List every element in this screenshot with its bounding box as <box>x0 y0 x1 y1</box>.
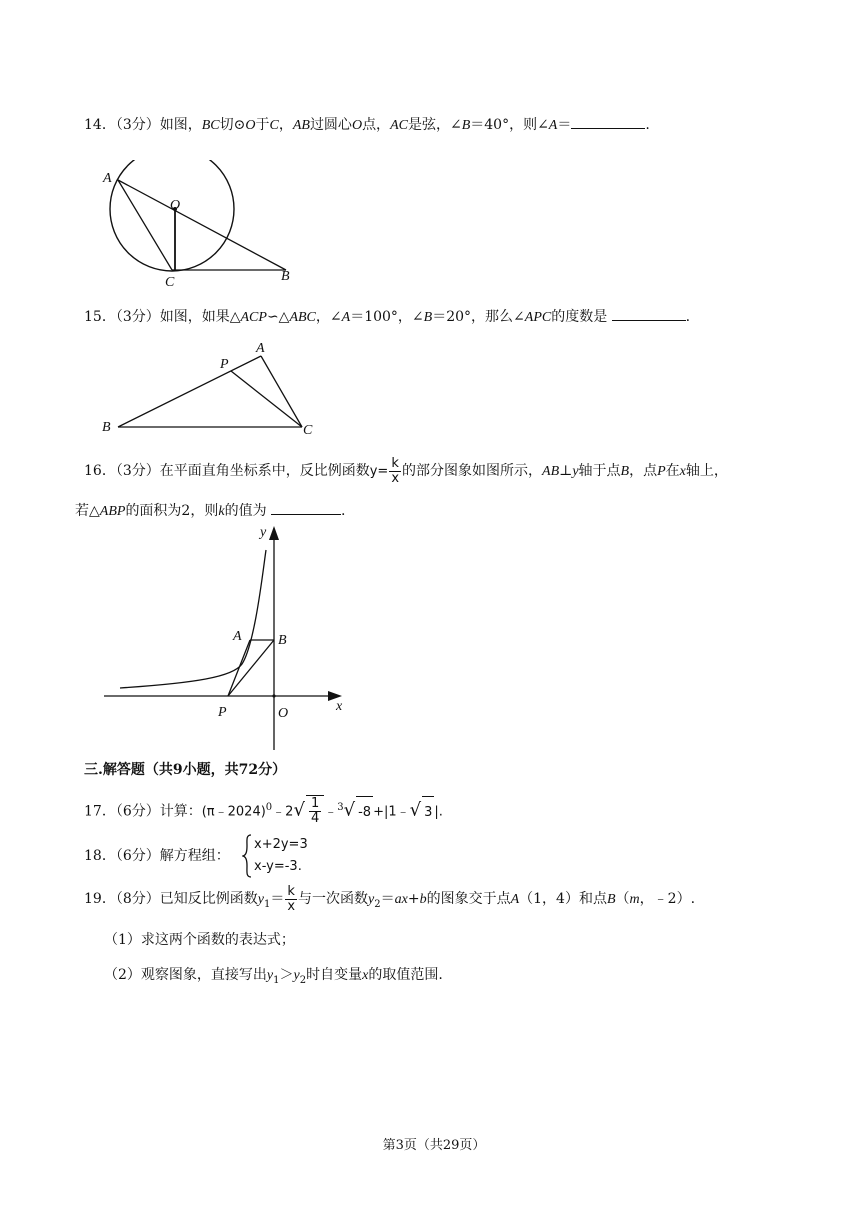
segment-ac <box>261 356 302 427</box>
label-p: P <box>220 357 229 372</box>
q18-text: 18．（6分）解方程组： <box>84 848 230 864</box>
circle-o <box>110 160 234 271</box>
q14-text: 14．（3分）如图，BC切⊙O于C，AB过圆心O点，AC是弦，∠B＝40°，则∠A＝ . <box>84 112 650 136</box>
label-y: y <box>260 525 267 540</box>
q15-text: 15．（3分）如图，如果△ACP∽△ABC，∠A＝100°，∠B＝20°，那么∠APC的度数是 . <box>84 304 690 328</box>
page-footer: 第3页（共29页） <box>382 1138 486 1153</box>
segment-pc <box>231 371 302 427</box>
fraction: $\frac{k}{x}$ <box>391 455 400 486</box>
section-title: 三.解答题（共9小题，共72分） <box>84 762 287 778</box>
label-b: B <box>102 420 111 435</box>
brace-icon <box>242 834 252 878</box>
q19-text: 19．（8分）已知反比例函数$y_1=$ $\frac{k}{x}$ 与一次函数$y_2=ax+b$的图象交于点A（1，4）和点B（m，﹣2）. <box>84 883 696 914</box>
segment-ba <box>118 356 261 427</box>
q16-text-line1: 16．（3分）在平面直角坐标系中，反比例函数y= $\frac{k}{x}$ 的部分图象如图所示，AB⊥y轴于点B，点P在x轴上， <box>84 455 728 486</box>
label-a: A <box>256 341 265 356</box>
label-x: x <box>336 699 343 714</box>
cube-root-sign: √ <box>343 799 356 821</box>
answer-blank <box>271 498 341 515</box>
q16-text-line2: 若△ABP的面积为2，则k的值为 . <box>75 498 345 522</box>
origin-point <box>272 694 275 697</box>
answer-blank <box>571 112 645 129</box>
q15-figure <box>98 335 328 440</box>
label-b: B <box>281 269 290 284</box>
y-axis-arrow <box>269 526 279 540</box>
label-p: P <box>218 705 227 720</box>
q19-subquestion-1: （1）求这两个函数的表达式； <box>104 932 295 948</box>
label-c: C <box>303 423 313 438</box>
equation-system: x+2y=3 x-y=-3. <box>254 837 308 874</box>
q16-figure <box>100 520 360 752</box>
segment-ab <box>118 180 286 270</box>
segment-ac <box>118 180 172 270</box>
label-o: O <box>170 198 181 213</box>
label-o: O <box>278 706 289 721</box>
hyperbola-curve <box>120 550 266 688</box>
q19-subquestion-2: （2）观察图象，直接写出$y_1>y_2$时自变量x的取值范围. <box>104 967 443 986</box>
sqrt-sign: √ <box>293 799 305 821</box>
q14-figure <box>95 160 305 295</box>
answer-blank <box>612 304 686 321</box>
segment-ap <box>228 640 250 696</box>
label-a: A <box>103 171 112 186</box>
label-b: B <box>278 633 287 648</box>
sqrt-sign: √ <box>409 799 422 821</box>
q17-text: 17．（6分）计算：(π﹣2024)$^0$﹣2√ $\frac{1}{4}$ ﹣$^3$√ -8 +|1﹣√ 3 |. <box>84 792 443 829</box>
label-a: A <box>233 629 242 644</box>
label-c: C <box>165 275 175 290</box>
segment-bp <box>228 640 274 696</box>
fraction: $\frac{k}{x}$ <box>287 883 296 914</box>
sqrt-fraction: $\frac{1}{4}$ <box>306 795 324 828</box>
